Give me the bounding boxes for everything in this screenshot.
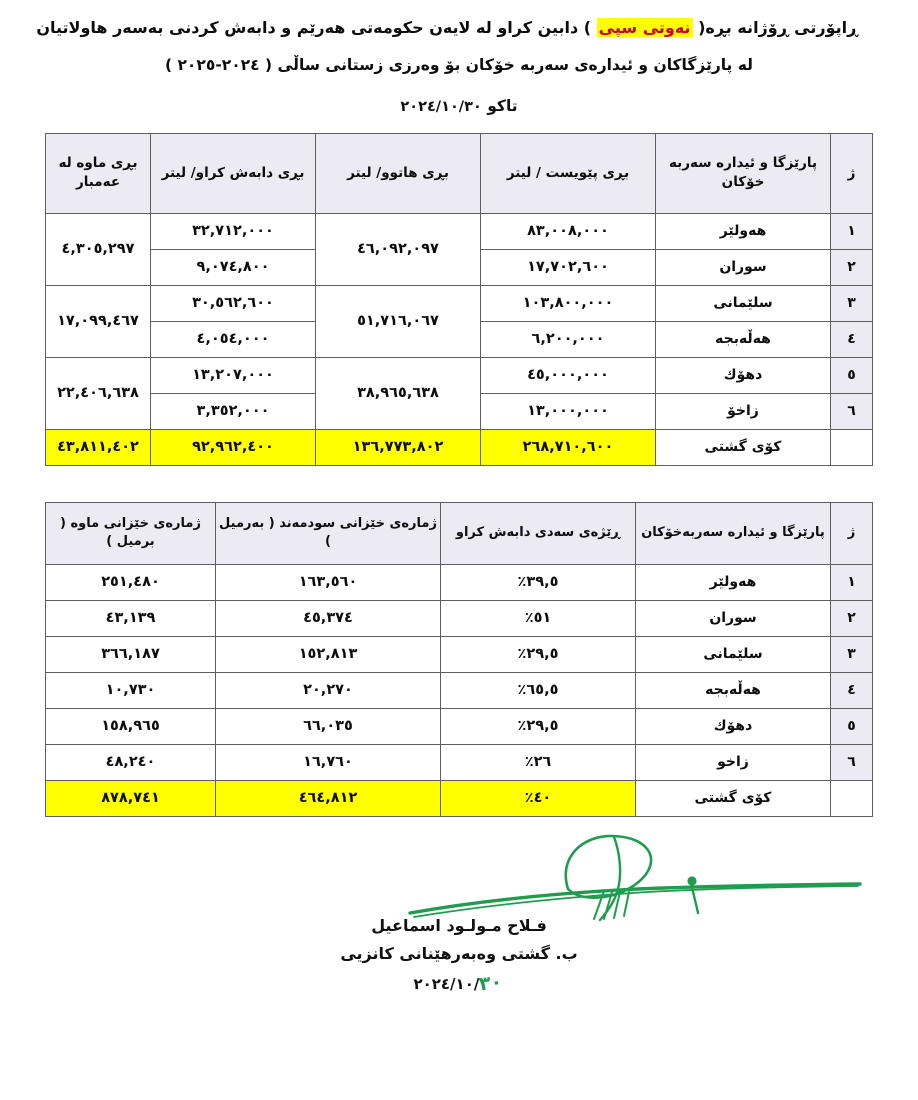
- table1-row4-index: ٤: [831, 321, 873, 357]
- table2-row4-remaining: ١٠,٧٣٠: [105, 682, 156, 699]
- table1-row2-province: سوران: [656, 249, 831, 285]
- title-line-1-post: ) دابین کراو لە لایەن حکومەتی هەرێم و دابەش کردنی بەسەر هاولاتیان: [36, 18, 597, 37]
- table1-header-row: [46, 133, 873, 213]
- table2-col-province: پارێزگا و ئیدارە سەربەخۆکان: [636, 502, 831, 564]
- table2-row5-benefited: ٦٦,٠٣٥: [303, 718, 353, 735]
- report-date-label: تاکو: [487, 96, 518, 115]
- table1-total-index: [831, 429, 873, 465]
- table1-row1-received: ٤٦,٠٩٢,٠٩٧: [357, 241, 439, 258]
- table1-total-distributed: ٩٢,٩٦٢,٤٠٠: [192, 439, 274, 456]
- table2-row1-benefited: ١٦٣,٥٦٠: [298, 574, 358, 591]
- table2-col-benefited: ژمارەی خێزانی سودمەند ( بەرمیل ): [216, 502, 441, 564]
- table1-row6-index: ٦: [831, 393, 873, 429]
- table2-row4-province: هەڵەبجە: [636, 672, 831, 708]
- table1-row5-province: دهۆك: [656, 357, 831, 393]
- table1-row3-remaining: ١٧,٠٩٩,٤٦٧: [57, 313, 139, 330]
- table2-wrapper: [0, 502, 918, 817]
- table1-col-province: پارێزگا و ئیدارە سەربە خۆکان: [656, 133, 831, 213]
- table2-row5-index: ٥: [831, 708, 873, 744]
- table-row: [46, 636, 873, 672]
- table1-col-index: ژ: [831, 133, 873, 213]
- signatory-role: ب. گشتی وەبەرهێنانی کانزیی: [340, 943, 578, 963]
- title-line-1-pre: ڕاپۆرتی ڕۆژانە بڕە(: [692, 18, 858, 37]
- table2-row5-percent: ٪٢٩,٥: [517, 718, 559, 735]
- table1-row5-received: ٣٨,٩٦٥,٦٣٨: [357, 385, 439, 402]
- table2-total-percent: ٪٤٠: [524, 790, 552, 807]
- table-row: [46, 708, 873, 744]
- table-row: [46, 357, 873, 393]
- table-row: [46, 285, 873, 321]
- table2-row4-benefited: ٢٠,٢٧٠: [303, 682, 353, 699]
- table1-row2-distributed: ٩,٠٧٤,٨٠٠: [196, 259, 270, 276]
- supply-distribution-table: [45, 133, 873, 466]
- table1-total-remaining: ٤٣,٨١١,٤٠٢: [57, 439, 139, 456]
- table1-row4-needed: ٦,٢٠٠,٠٠٠: [531, 331, 605, 348]
- table2-total-index: [831, 780, 873, 816]
- table2-row5-remaining: ١٥٨,٩٦٥: [101, 718, 160, 735]
- table2-row1-province: هەولێر: [636, 564, 831, 600]
- table2-row6-benefited: ١٦,٧٦٠: [303, 754, 353, 771]
- report-date: [0, 97, 918, 115]
- table-row: [46, 600, 873, 636]
- tables-spacer: [0, 466, 918, 502]
- table-row: [46, 744, 873, 780]
- table2-row2-remaining: ٤٣,١٣٩: [105, 610, 156, 627]
- household-beneficiary-table: [45, 502, 873, 817]
- title-highlight-white-oil: نەوتی سپی: [598, 18, 691, 37]
- table2-row3-benefited: ١٥٢,٨١٣: [298, 646, 358, 663]
- table1-row5-needed: ٤٥,٠٠٠,٠٠٠: [527, 367, 609, 384]
- table1-row3-province: سلێمانی: [656, 285, 831, 321]
- table1-col-distributed: بڕی دابەش کراو/ لیتر: [151, 133, 316, 213]
- table2-row1-index: ١: [831, 564, 873, 600]
- table1-row4-distributed: ٤,٠٥٤,٠٠٠: [196, 331, 270, 348]
- report-date-value: ٢٠٢٤/١٠/٣٠: [400, 98, 482, 115]
- table2-row1-remaining: ٢٥١,٤٨٠: [101, 574, 160, 591]
- table2-row2-benefited: ٤٥,٣٧٤: [303, 610, 353, 627]
- table-row: [46, 564, 873, 600]
- table2-total-remaining: ٨٧٨,٧٤١: [101, 790, 160, 807]
- table2-row6-index: ٦: [831, 744, 873, 780]
- table2-row3-index: ٣: [831, 636, 873, 672]
- table1-row6-needed: ١٣,٠٠٠,٠٠٠: [527, 403, 609, 420]
- table2-body: [46, 564, 873, 816]
- table1-row3-index: ٣: [831, 285, 873, 321]
- table1-wrapper: [0, 133, 918, 466]
- signature-date-printed: ٢٠٢٤/١٠/: [413, 974, 480, 993]
- signature-date: [413, 972, 504, 994]
- table2-row4-index: ٤: [831, 672, 873, 708]
- table2-total-row: [46, 780, 873, 816]
- table1-row3-needed: ١٠٣,٨٠٠,٠٠٠: [522, 295, 614, 312]
- table1-col-remaining: بڕی ماوە لە عەمبار: [46, 133, 151, 213]
- table1-total-label: کۆی گشتی: [656, 429, 831, 465]
- title-line-2: لە پارێزگاکان و ئیدارەی سەربە خۆکان بۆ وەرزی زستانی ساڵی ( ٢٠٢٤-٢٠٢٥ ): [164, 55, 753, 74]
- table2-row6-percent: ٪٢٦: [524, 754, 552, 771]
- table-row: [46, 213, 873, 249]
- table1-row5-distributed: ١٣,٢٠٧,٠٠٠: [192, 367, 274, 384]
- table2-header-row: [46, 502, 873, 564]
- table1-row6-distributed: ٣,٣٥٢,٠٠٠: [196, 403, 270, 420]
- table1-row2-index: ٢: [831, 249, 873, 285]
- table1-body: [46, 213, 873, 465]
- table2-row3-remaining: ٣٦٦,١٨٧: [101, 646, 160, 663]
- table1-row1-needed: ٨٣,٠٠٨,٠٠٠: [527, 223, 609, 240]
- table2-row6-remaining: ٤٨,٢٤٠: [105, 754, 156, 771]
- table2-col-index: ژ: [831, 502, 873, 564]
- table2-row3-percent: ٪٢٩,٥: [517, 646, 559, 663]
- document-header: [0, 0, 918, 115]
- signature-date-handwritten-day: ٣٠: [477, 970, 504, 996]
- table2-total-label: کۆی گشتی: [636, 780, 831, 816]
- table2-col-percent: ڕێژەی سەدی دابەش کراو: [441, 502, 636, 564]
- table-row: [46, 672, 873, 708]
- signatory-name: فـلاح مـولـود اسماعیل: [371, 915, 547, 935]
- table1-row5-index: ٥: [831, 357, 873, 393]
- table1-row3-received: ٥١,٧١٦,٠٦٧: [357, 313, 439, 330]
- table2-total-benefited: ٤٦٤,٨١٢: [298, 790, 358, 807]
- signature-block: [0, 827, 918, 994]
- table2-row1-percent: ٪٣٩,٥: [517, 574, 559, 591]
- table1-total-needed: ٢٦٨,٧١٠,٦٠٠: [522, 439, 614, 456]
- table1-col-needed: بڕی پێویست / لیتر: [481, 133, 656, 213]
- table1-col-received: بڕی هاتوو/ لیتر: [316, 133, 481, 213]
- table1-row1-province: هەولێر: [656, 213, 831, 249]
- table2-row5-province: دهۆك: [636, 708, 831, 744]
- table1-row2-needed: ١٧,٧٠٢,٦٠٠: [527, 259, 609, 276]
- table2-row2-percent: ٪٥١: [524, 610, 552, 627]
- table1-row1-remaining: ٤,٣٠٥,٢٩٧: [61, 241, 135, 258]
- table2-row2-province: سوران: [636, 600, 831, 636]
- title-line-1: [0, 16, 918, 41]
- table2-row4-percent: ٪٦٥,٥: [517, 682, 559, 699]
- table1-row6-province: زاخۆ: [656, 393, 831, 429]
- table2-row6-province: زاخو: [636, 744, 831, 780]
- table1-row1-distributed: ٣٢,٧١٢,٠٠٠: [192, 223, 274, 240]
- table1-total-row: [46, 429, 873, 465]
- table1-row3-distributed: ٣٠,٥٦٢,٦٠٠: [192, 295, 274, 312]
- table2-row3-province: سلێمانی: [636, 636, 831, 672]
- table2-col-remaining: ژمارەی خێزانی ماوە ( برمیل ): [46, 502, 216, 564]
- table1-row4-province: هەڵەبجە: [656, 321, 831, 357]
- table2-row2-index: ٢: [831, 600, 873, 636]
- handwritten-signature: [408, 827, 888, 922]
- table1-total-received: ١٣٦,٧٧٣,٨٠٢: [352, 439, 444, 456]
- table1-row1-index: ١: [831, 213, 873, 249]
- table1-row5-remaining: ٢٢,٤٠٦,٦٣٨: [57, 385, 139, 402]
